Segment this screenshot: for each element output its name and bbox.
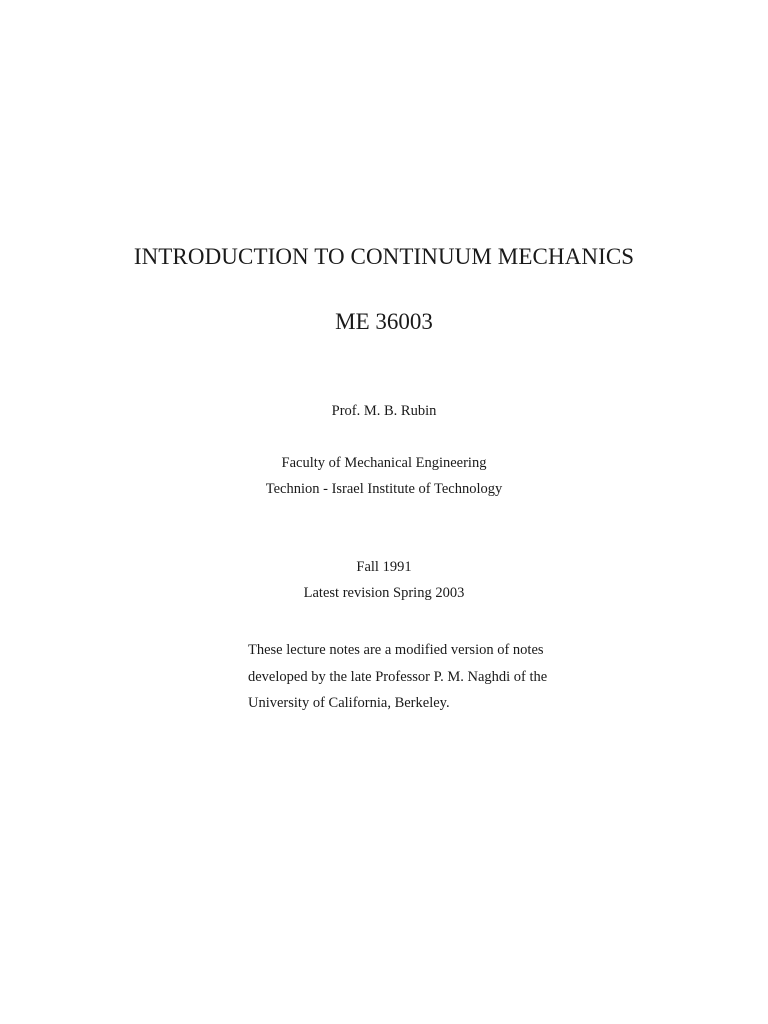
document-title: INTRODUCTION TO CONTINUUM MECHANICS — [133, 244, 635, 269]
revision-date: Latest revision Spring 2003 — [303, 585, 465, 601]
note-line: developed by the late Professor P. M. Naghdi of the — [248, 668, 548, 685]
attribution-note — [248, 637, 648, 717]
author-name: Prof. M. B. Rubin — [331, 403, 437, 419]
note-line: University of California, Berkeley. — [248, 695, 450, 711]
term-date: Fall 1991 — [356, 559, 412, 575]
faculty-name: Faculty of Mechanical Engineering — [281, 455, 487, 471]
course-code: ME 36003 — [335, 309, 433, 334]
institute-name: Technion - Israel Institute of Technology — [265, 481, 503, 497]
note-line: These lecture notes are a modified version of notes — [248, 642, 544, 658]
